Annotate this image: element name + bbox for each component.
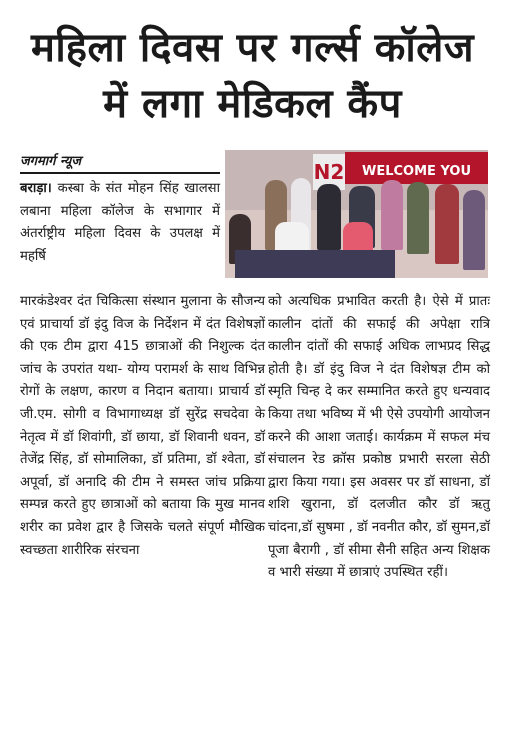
article-column-1-top [20,178,220,268]
photo-person [381,180,403,250]
article-paragraph-part-3: को अत्यधिक प्रभावित करती है। ऐसे में प्रातः कालीन दांतों की सफाई की अपेक्षा रात्रि कालीन दांतों की सफाई अधिक लाभप्रद सिद्ध होती है। डॉ इंदु विज ने दंत विशेषज्ञ टीम को स्मृति चिन्ह दे कर सम्मानित करते हुए धन्यवाद किया तथा भविष्य में भी ऐसे उपयोगी आयोजन करने की आशा जताई। कार्यक्रम में सफल मंच संचालन रेड क्रॉस प्रकोष्ठ प्रभारी सरला सेठी द्वारा किया गया। इस अवसर पर डॉ साधना, डॉ शशि खुराना, डॉ दलजीत कौर डॉ ऋतु चांदना,डॉ सुषमा , डॉ नवनीत कौर, डॉ सुमन,डॉ पूजा बैरागी , डॉ सीमा सैनी सहित अन्य शिक्षक व भारी संख्या में छात्राएं उपस्थित रहीं। [268,294,490,581]
article-paragraph-part-2: मारकंडेश्वर दंत चिकित्सा संस्थान मुलाना के सौजन्य एवं प्राचार्या डॉ इंदु विज के निर्देशन में दंत विशेषज्ञों की एक टीम द्वारा 415 छात्राओं की निशुल्क दंत जांच के उपरांत यथा- योग्य परामर्श के साथ विभिन्न रोगों के लक्षण, कारण व निदान बताया। प्राचार्य डॉ जी.एम. सोगी व विभागाध्यक्ष डॉ सुरेंद्र सचदेवा के नेतृत्व में डॉ शिवांगी, डॉ छाया, डॉ शिवानी धवन, डॉ तेजेंद्र सिंह, डॉ सोमालिका, डॉ प्रतिमा, डॉ श्वेता, डॉ अपूर्वा, डॉ अनादि की टीम ने समस्त जांच प्रक्रिया सम्पन्न करते हुए छात्राओं को बताया कि मुख मानव शरीर का प्रवेश द्वार है जिसके चलते संपूर्ण मौखिक स्वच्छता शारीरिक संरचना [20,294,265,558]
byline: जगमार्ग न्यूज [20,151,220,174]
article-paragraph-part-1: कस्बा के संत मोहन सिंह खालसा लबाना महिला कॉलेज के सभागार में अंतर्राष्ट्रीय महिला दिवस के उपलक्ष में महर्षि [20,181,220,264]
article-column-1 [20,291,265,562]
headline [0,20,505,132]
photo-welcome-banner: WELCOME YOU [345,152,488,184]
photo-person [407,182,429,254]
headline-line-1: महिला दिवस पर गर्ल्स कॉलेज [30,25,475,71]
event-photo [225,150,488,278]
photo-table [235,250,395,278]
article-dateline: बराड़ा। [20,181,52,196]
photo-sign: N2 [313,154,345,190]
photo-person [435,184,459,264]
article-column-2 [268,291,490,585]
photo-person [463,190,485,270]
photo-person [317,184,341,250]
headline-line-2: में लगा मेडिकल कैंप [103,81,402,127]
